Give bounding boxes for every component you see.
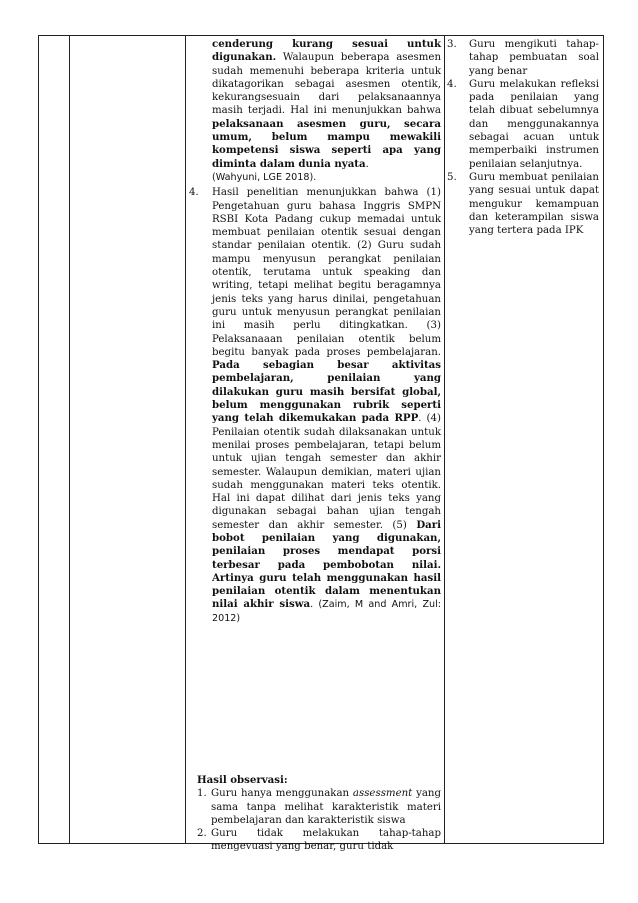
text: Hasil penelitian menunjukkan bahwa (1) Pengetahuan guru bahasa Inggris SMPN RSBI Kota Padang cukup memadai untuk membuat penilaian otentik sesuai dengan standar penilaian otentik. (2) Guru sudah mampu menyusun perangkat penilaian otentik, terutama untuk speaking dan writing, tetapi melihat begitu beragamnya jenis teks yang harus dinilai, pengetahuan guru untuk menyusun perangkat penilaian ini masih perlu ditingkatkan. (3) Pelaksanaaan penilaian otentik belum begitu banyak pada proses pembelajaran. <box>212 187 441 358</box>
list-number: 3. <box>447 39 457 50</box>
list-number: 2. <box>197 828 207 840</box>
list-item <box>447 171 599 237</box>
citation: . (Zaim, M and Amri, Zul: 2012) <box>212 599 441 624</box>
citation: (Wahyuni, LGE 2018). <box>212 171 317 183</box>
column-divider <box>69 36 70 843</box>
list-item-text <box>211 787 441 827</box>
findings-column <box>189 36 441 853</box>
bold-text: Dari bobot penilaian yang digunakan, penilaian proses mendapat porsi terbesar pada pembobotan nilai. Artinya guru telah menggunakan hasil penilaian otentik dalam menentukan nilai akhir siswa <box>212 518 441 611</box>
list-item-text: Guru melakukan refleksi pada penilaian yang telah dibuat sebelumnya dan menggunakannya sebagai acuan untuk memperbaiki instrumen penilaian selanjutnya. <box>469 78 599 170</box>
list-item-text: Guru tidak melakukan tahap-tahap mengevuasi yang benar, guru tidak <box>211 828 441 853</box>
column-divider <box>185 36 186 843</box>
list-item <box>197 787 441 827</box>
list-item <box>189 186 441 625</box>
list-number: 4. <box>447 78 457 90</box>
bold-text: cenderung kurang sesuai untuk digunakan. <box>212 38 441 64</box>
paragraph-continued <box>212 36 441 171</box>
list-number: 1. <box>197 788 207 800</box>
list-item-text <box>212 186 441 625</box>
text: yang sama tanpa melihat karakteristik materi pembelajaran dan karakteristik siswa <box>211 788 441 826</box>
document-table <box>38 35 604 853</box>
list-number: 5. <box>447 171 457 183</box>
findings-intro <box>189 36 441 184</box>
list-item <box>447 36 599 78</box>
actions-column <box>447 36 599 237</box>
list-item <box>447 78 599 171</box>
text: . <box>365 158 369 170</box>
text: . (4) Penilaian otentik sudah dilaksanakan untuk menilai proses pembelajaran, tetapi belum untuk ujian tengah semester dan akhir semester. Walaupun demikian, materi ujian sudah menggunakan materi teks otentik. Hal ini dapat dilihat dari jenis teks yang digunakan sebagai bahan ujian tengah semester dan akhir semester. (5) <box>212 413 441 531</box>
observation-section <box>197 774 441 854</box>
section-heading: Hasil observasi: <box>197 774 288 786</box>
bold-text: pelaksanaan asesmen guru, secara umum, belum mampu mewakili kompetensi siswa seperti apa yang diminta dalam dunia nyata <box>212 117 441 170</box>
text: Guru hanya menggunakan <box>211 788 353 800</box>
bold-text: Pada sebagian besar aktivitas pembelajaran, penilaian yang dilakukan guru masih bersifat global, belum menggunakan rubrik seperti yang telah dikemukakan pada RPP <box>212 359 441 425</box>
list-item-text: Guru membuat penilaian yang sesuai untuk dapat mengukur kemampuan dan keterampilan siswa yang tertera pada IPK <box>469 171 599 237</box>
list-item <box>197 827 441 854</box>
list-number: 4. <box>189 187 199 199</box>
italic-text: assessment <box>352 788 413 800</box>
column-divider <box>444 36 445 843</box>
text: Walaupun beberapa asesmen sudah memenuhi beberapa kriteria untuk dikatagorikan sebagai asesmen otentik, kekurangsesuain dari pelaksanaannya masih terjadi. Hal ini menunjukkan bahwa <box>212 52 441 117</box>
list-item-text: Guru mengikuti tahap-tahap pembuatan soal yang benar <box>469 39 599 77</box>
